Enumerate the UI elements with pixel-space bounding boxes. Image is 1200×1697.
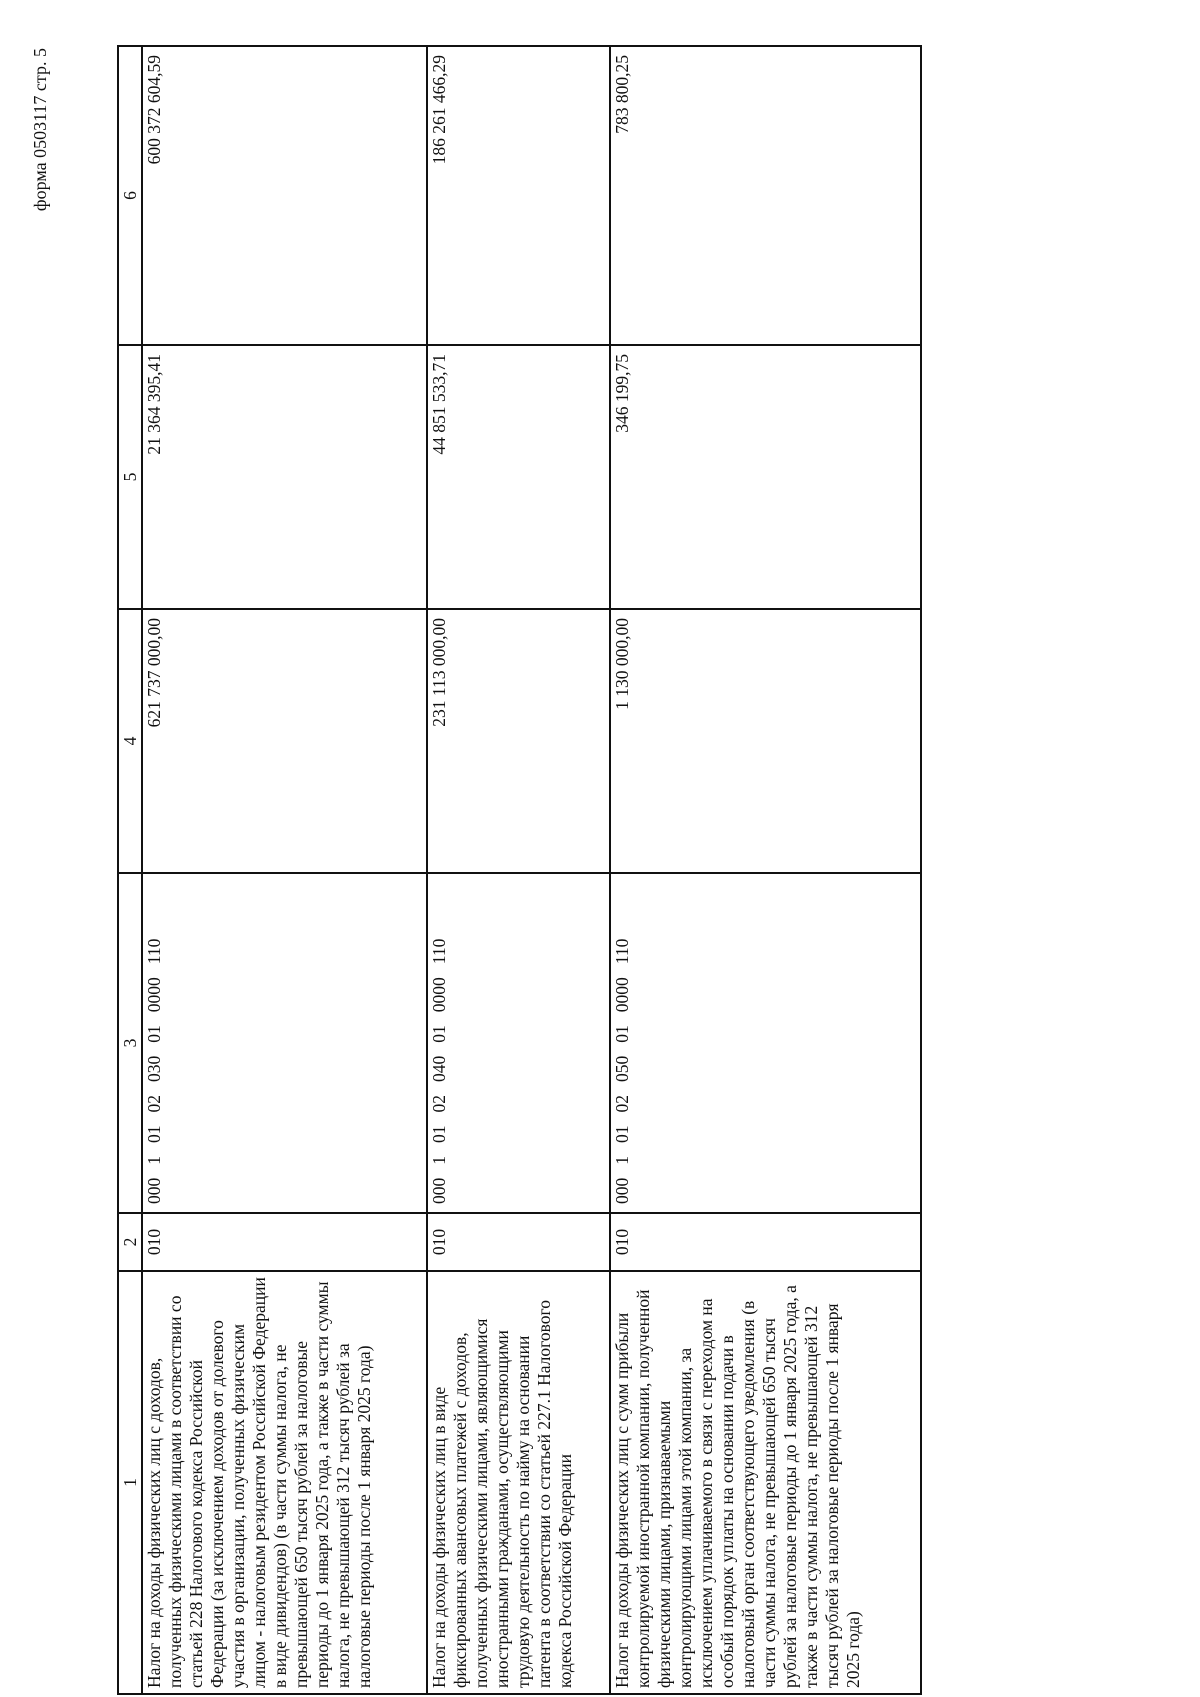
row-approved-amount: 1 130 000,00 (610, 609, 921, 873)
code-segment: 01 (612, 1125, 633, 1143)
row-executed-amount: 346 199,75 (610, 345, 921, 609)
row-unexecuted-amount: 783 800,25 (610, 46, 921, 345)
row-income-classification-code (142, 873, 427, 1213)
row-description: Налог на доходы физических лиц в виде фиксированных авансовых платежей с доходов, полученных физическими лицами, являющимися иностранными гражданами, осуществляющими трудовую деятельность по найму на основании патента в соответствии со статьей 227.1 Налогового кодекса Российской Федерации (427, 1271, 610, 1694)
row-unexecuted-amount: 186 261 466,29 (427, 46, 610, 345)
row-description: Налог на доходы физических лиц с сумм прибыли контролируемой иностранной компании, полученной физическими лицами, признаваемыми контролирующими лицами этой компании, за исключением уплачиваемого в связи с переходом на особый порядок уплаты на основании подачи в налоговый орган соответствующего уведомления (в части суммы налога, не превышающей 650 тысяч рублей за налоговые периоды до 1 января 2025 года, а также в части суммы налога, не превышающей 312 тысяч рублей за налоговые периоды после 1 января 2025 года) (610, 1271, 921, 1694)
column-header-6: 6 (118, 46, 142, 345)
code-segment: 01 (429, 1025, 450, 1043)
column-header-1: 1 (118, 1271, 142, 1694)
code-segment: 01 (612, 1025, 633, 1043)
code-segment: 110 (429, 938, 450, 965)
code-segment: 000 (612, 1177, 633, 1204)
column-header-2: 2 (118, 1213, 142, 1271)
code-segment: 1 (144, 1156, 164, 1165)
row-line-code: 010 (142, 1213, 427, 1271)
code-segment: 1 (429, 1156, 450, 1165)
code-segment: 0000 (612, 977, 633, 1013)
form-page-label: форма 0503117 стр. 5 (30, 48, 50, 212)
code-segment: 1 (612, 1156, 633, 1165)
code-segment: 000 (429, 1177, 450, 1204)
code-segment: 050 (612, 1055, 633, 1082)
column-number-row (118, 46, 142, 1694)
row-approved-amount: 231 113 000,00 (427, 609, 610, 873)
row-executed-amount: 21 364 395,41 (142, 345, 427, 609)
row-income-classification-code (427, 873, 610, 1213)
rotated-page-content (117, 47, 922, 1695)
code-segment: 01 (429, 1125, 450, 1143)
row-line-code: 010 (610, 1213, 921, 1271)
code-segment: 0000 (144, 977, 164, 1013)
code-segment: 02 (144, 1095, 164, 1113)
code-segment: 030 (144, 1055, 164, 1082)
code-segment: 02 (429, 1095, 450, 1113)
budget-execution-table (117, 45, 922, 1695)
column-header-5: 5 (118, 345, 142, 609)
code-segment: 0000 (429, 977, 450, 1013)
code-segment: 040 (429, 1055, 450, 1082)
row-income-classification-code (610, 873, 921, 1213)
row-description: Налог на доходы физических лиц с доходов, полученных физическими лицами в соответствии со статьей 228 Налогового кодекса Российской Федерации (за исключением доходов от долевого участия в организации, полученных физическим лицом - налоговым резидентом Российской Федерации в виде дивидендов) (в части суммы налога, не превышающей 650 тысяч рублей за налоговые периоды до 1 января 2025 года, а также в части суммы налога, не превышающей 312 тысяч рублей за налоговые периоды после 1 января 2025 года) (142, 1271, 427, 1694)
code-segment: 000 (144, 1177, 164, 1204)
code-segment: 110 (612, 938, 633, 965)
row-line-code: 010 (427, 1213, 610, 1271)
code-segment: 01 (144, 1025, 164, 1043)
column-header-4: 4 (118, 609, 142, 873)
row-approved-amount: 621 737 000,00 (142, 609, 427, 873)
column-header-3: 3 (118, 873, 142, 1213)
row-executed-amount: 44 851 533,71 (427, 345, 610, 609)
code-segment: 01 (144, 1125, 164, 1143)
code-segment: 02 (612, 1095, 633, 1113)
table-row (427, 46, 610, 1694)
table-row (610, 46, 921, 1694)
row-unexecuted-amount: 600 372 604,59 (142, 46, 427, 345)
table-row (142, 46, 427, 1694)
code-segment: 110 (144, 938, 164, 965)
